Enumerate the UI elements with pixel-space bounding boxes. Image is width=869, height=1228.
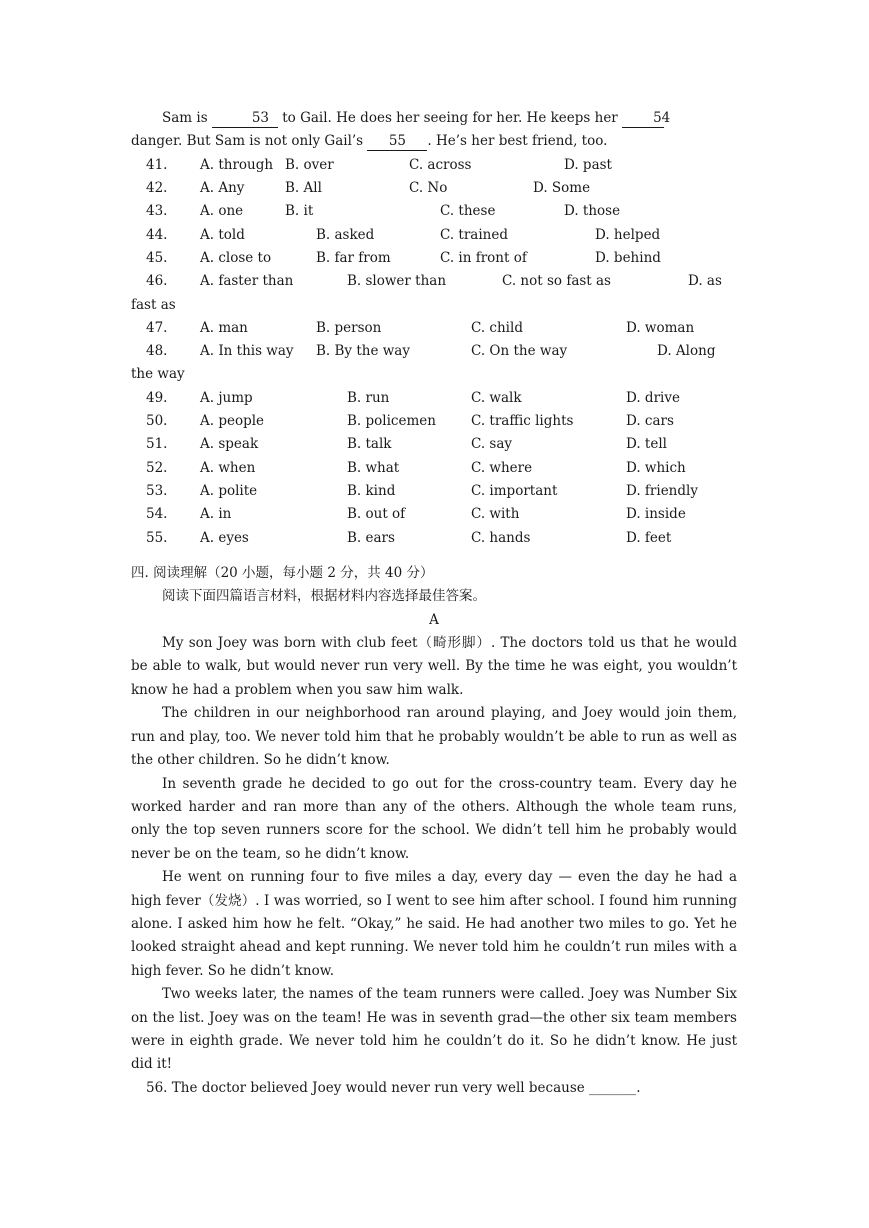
option-c: C. child	[471, 319, 523, 336]
option-c: C. On the way	[471, 343, 568, 360]
option-row	[131, 410, 737, 433]
question-number: 53.	[146, 482, 168, 499]
option-c: C. No	[409, 180, 448, 197]
question-number: 51.	[146, 436, 168, 453]
option-c: C. hands	[471, 529, 531, 546]
question-number: 47.	[146, 319, 168, 336]
option-a: A. one	[200, 203, 244, 220]
question-number: 52.	[146, 459, 168, 476]
option-row	[131, 224, 737, 247]
option-c: C. across	[409, 156, 472, 173]
option-d: D. cars	[626, 413, 674, 430]
option-a: A. In this way	[200, 343, 294, 360]
option-b: B. run	[347, 389, 390, 406]
option-d: D. Some	[533, 180, 591, 197]
option-continuation: fast as	[131, 296, 176, 313]
option-b: B. By the way	[316, 343, 410, 360]
question-number: 45.	[146, 250, 168, 266]
option-row	[131, 433, 737, 456]
option-continuation: the way	[131, 366, 185, 383]
option-d: D. feet	[626, 529, 672, 546]
option-b: B. asked	[316, 226, 375, 243]
question-number: 42.	[146, 180, 168, 197]
option-a: A. when	[200, 459, 256, 476]
option-row	[131, 154, 737, 177]
option-c: C. walk	[471, 389, 522, 406]
option-d: D. those	[564, 203, 621, 220]
option-row	[131, 177, 737, 200]
option-c: C. in front of	[440, 250, 527, 266]
cloze-options	[131, 154, 737, 550]
section-title: 四. 阅读理解（20 小题，每小题 2 分，共 40 分）	[131, 564, 434, 581]
option-a: A. faster than	[200, 273, 294, 290]
option-d: D. woman	[626, 319, 695, 336]
question-number: 46.	[146, 273, 168, 290]
option-d: D. helped	[595, 226, 661, 243]
option-row	[131, 527, 737, 550]
option-d: D. friendly	[626, 482, 698, 499]
question-number: 49.	[146, 389, 168, 406]
option-b: B. ears	[347, 529, 395, 546]
option-d: D. which	[626, 459, 686, 476]
option-a: A. polite	[200, 482, 258, 499]
passage-paragraph: The children in our neighborhood ran around playing, and Joey would join them, run and play, too. We never told him that he probably wouldn’t be able to run as well as the other children. So he didn’t know.	[131, 705, 737, 769]
option-b: B. talk	[347, 436, 392, 453]
option-b: B. out of	[347, 506, 406, 523]
question-number: 41.	[146, 156, 168, 173]
option-d: D. drive	[626, 389, 680, 406]
question-number: 54.	[146, 506, 168, 523]
option-c: C. traffic lights	[471, 413, 574, 430]
option-b: B. what	[347, 459, 400, 476]
cloze-passage-end-line2: danger. But Sam is not only Gail’s 55 . He’s her best friend, too.	[131, 133, 608, 150]
option-c: C. where	[471, 459, 533, 476]
option-row	[131, 387, 737, 410]
option-b: B. far from	[316, 250, 391, 266]
option-c: C. say	[471, 436, 513, 453]
passage-label: A	[429, 611, 439, 628]
option-row	[131, 317, 737, 340]
option-d: D. past	[564, 156, 612, 173]
section-instruction: 阅读下面四篇语言材料，根据材料内容选择最佳答案。	[162, 588, 486, 605]
option-d: D. inside	[626, 506, 686, 523]
blank-55: 55	[367, 132, 427, 151]
option-b: B. All	[285, 180, 322, 197]
option-row	[131, 503, 737, 526]
option-d: D. Along	[657, 343, 716, 360]
option-row	[131, 340, 737, 363]
exam-page	[131, 107, 737, 1100]
question-number: 55.	[146, 529, 168, 546]
passage-a	[131, 632, 737, 1077]
option-a: A. told	[200, 226, 245, 243]
option-row	[131, 270, 737, 293]
option-row	[131, 200, 737, 223]
option-b: B. person	[316, 319, 382, 336]
option-b: B. policemen	[347, 413, 436, 430]
question-56: 56. The doctor believed Joey would never run very well because _______.	[146, 1079, 641, 1096]
option-b: B. kind	[347, 482, 396, 499]
option-b: B. over	[285, 156, 334, 173]
passage-paragraph: In seventh grade he decided to go out for the cross-country team. Every day he worked harder and ran more than any of the others. Although the whole team runs, only the top seven runners score for the school. We didn’t tell him he probably would never be on the team, so he didn’t know.	[131, 775, 737, 862]
passage-paragraph: My son Joey was born with club feet（畸形脚）. The doctors told us that he would be able to walk, but would never run very well. By the time he was eight, you wouldn’t know he had a problem when you saw him walk.	[131, 635, 737, 698]
option-a: A. people	[200, 413, 265, 430]
option-d: D. behind	[595, 250, 661, 266]
blank-53: 53	[212, 109, 278, 128]
option-row	[131, 480, 737, 503]
option-a: A. speak	[200, 436, 259, 453]
option-a: A. jump	[200, 389, 253, 406]
option-d: D. tell	[626, 436, 667, 453]
question-number: 43.	[146, 203, 168, 220]
option-b: B. slower than	[347, 273, 447, 290]
option-a: A. eyes	[200, 529, 249, 546]
passage-paragraph: Two weeks later, the names of the team runners were called. Joey was Number Six on the list. Joey was on the team! He was in seventh grad—the other six team members were in eighth grade. We never told him he couldn’t do it. So he didn’t know. He just did it!	[131, 986, 737, 1073]
option-c: C. important	[471, 482, 558, 499]
option-c: C. trained	[440, 226, 509, 243]
option-a: A. man	[200, 319, 248, 336]
option-c: C. with	[471, 506, 520, 523]
blank-54: 54	[622, 109, 664, 128]
option-a: A. through	[200, 156, 274, 173]
question-number: 44.	[146, 226, 168, 243]
cloze-passage-end-line1: Sam is 53 to Gail. He does her seeing for her. He keeps her 54	[162, 110, 671, 126]
option-c: C. these	[440, 203, 496, 220]
option-d: D. as	[688, 273, 722, 290]
question-number: 48.	[146, 343, 168, 360]
option-row	[131, 247, 737, 270]
option-row	[131, 457, 737, 480]
passage-paragraph: He went on running four to five miles a day, every day — even the day he had a high fever（发烧）. I was worried, so I went to see him after school. I found him running alone. I asked him how he felt. “Okay,” he said. He had another two miles to go. Yet he looked straight ahead and kept running. We never told him he couldn’t run miles with a high fever. So he didn’t know.	[131, 869, 737, 979]
option-b: B. it	[285, 203, 314, 220]
option-a: A. in	[200, 506, 232, 523]
option-a: A. close to	[200, 250, 272, 266]
option-c: C. not so fast as	[502, 273, 611, 290]
option-a: A. Any	[200, 180, 245, 197]
question-number: 50.	[146, 413, 168, 430]
